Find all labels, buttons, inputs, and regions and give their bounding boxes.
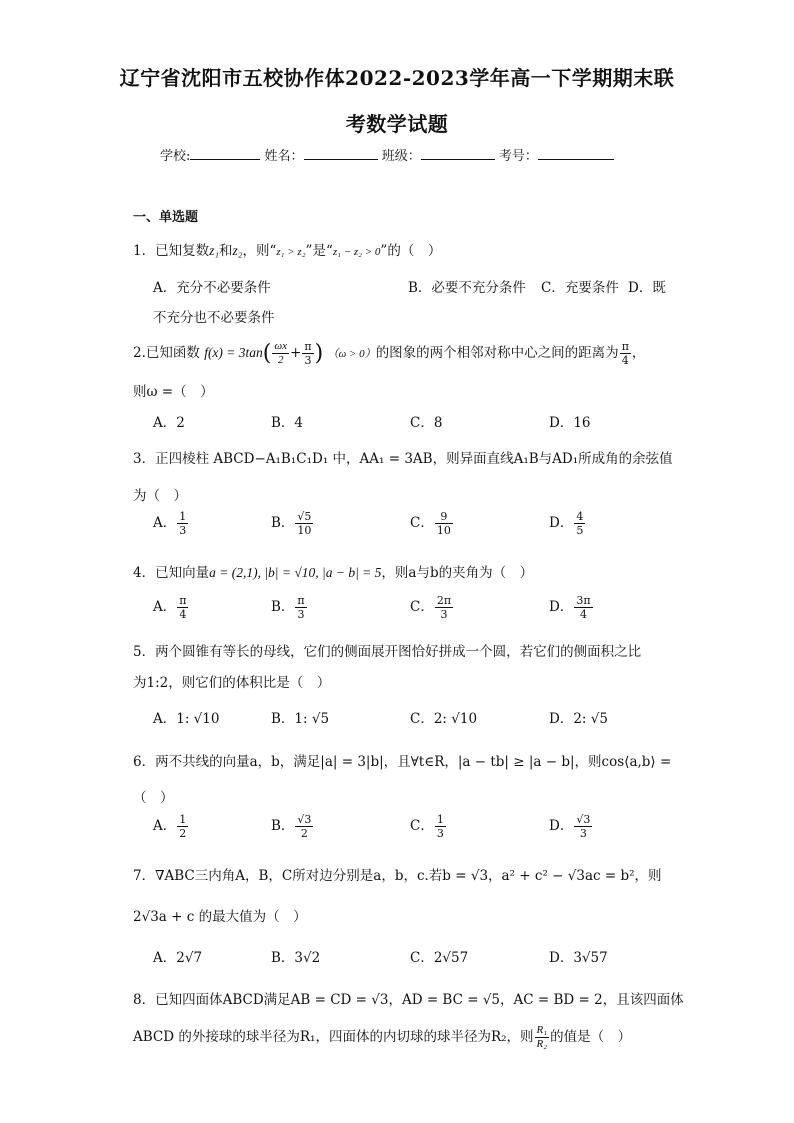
- option-d[interactable]: D．3√57: [549, 950, 608, 966]
- question-3-stem: 3．正四棱柱 ABCD−A₁B₁C₁D₁ 中，AA₁ = 3AB，则异面直线A₁B与AD₁所成角的余弦值: [133, 451, 673, 467]
- question-1-option-d-continued: 不充分也不必要条件: [153, 310, 275, 326]
- option-a[interactable]: A．充分不必要条件: [153, 280, 271, 296]
- option-d[interactable]: D． $\frac{3\pi}{4}$: [549, 594, 591, 621]
- option-d[interactable]: D． $\frac{4}{5}$: [549, 510, 584, 537]
- question-6-options: [153, 813, 693, 847]
- option-d[interactable]: D．既: [628, 280, 666, 296]
- option-c[interactable]: C． $\frac{9}{10}$: [410, 510, 451, 537]
- question-6-stem-cont: （ ）: [133, 790, 174, 806]
- exam-title-line1: 辽宁省沈阳市五校协作体2022-2023学年高一下学期期末联: [119, 66, 675, 90]
- option-c[interactable]: C．充要条件: [541, 280, 619, 296]
- option-b[interactable]: B．3√2: [271, 950, 321, 966]
- name-blank[interactable]: [304, 147, 378, 160]
- exam-number-blank[interactable]: [538, 147, 614, 160]
- section-heading-single-choice: 一、单选题: [133, 210, 199, 225]
- question-3-options: [153, 510, 693, 544]
- option-b[interactable]: B．1: √5: [271, 711, 330, 727]
- question-1-options: [153, 276, 693, 296]
- option-a[interactable]: A．2: [153, 415, 185, 431]
- question-2-stem-cont: 则ω =（ ）: [133, 384, 214, 400]
- option-d[interactable]: D． $\frac{√3}{3}$: [549, 813, 591, 840]
- exam-number-label: 考号：: [498, 149, 538, 164]
- question-6-stem: 6．两不共线的向量a，b，满足|a| = 3|b|，且∀t∈R，|a − tb| ≥ |a − b|，则cos⟨a,b⟩ =: [133, 754, 672, 770]
- question-2-stem: 2.已知函数 f(x) = 3tan( $\frac{\omega x}{2}$ + $\frac{\pi}{3}$ ) （ω > 0）的图象的两个相邻对称中心之间的距离为 $\frac{\pi}{4}$ ，: [133, 340, 646, 367]
- class-label: 班级：: [381, 149, 421, 164]
- option-b[interactable]: B． $\frac{\pi}{3}$: [271, 594, 305, 621]
- option-b[interactable]: B．4: [271, 415, 304, 431]
- option-c[interactable]: C． $\frac{2\pi}{3}$: [410, 594, 452, 621]
- option-c[interactable]: C． $\frac{1}{3}$: [410, 813, 444, 840]
- question-8-stem-cont: ABCD 的外接球的球半径为R₁，四面体的内切球的球半径为R₂，则 $\frac{\text{R₁}}{\text{R₂}}$ 的值是（ ）: [133, 1024, 632, 1050]
- option-c[interactable]: C．8: [410, 415, 443, 431]
- class-blank[interactable]: [421, 147, 495, 160]
- question-3-stem-cont: 为（ ）: [133, 488, 187, 504]
- exam-title-line2: 考数学试题: [345, 112, 449, 136]
- question-7-stem: 7．∇ABC三内角A，B，C所对边分别是a，b，c.若b = √3，a² + c² − √3ac = b²，则: [133, 868, 662, 884]
- question-7-options: [153, 946, 693, 966]
- option-a[interactable]: A．1: √10: [153, 711, 220, 727]
- question-4-options: [153, 594, 693, 628]
- option-a[interactable]: A．2√7: [153, 950, 203, 966]
- option-b[interactable]: B． $\frac{√3}{2}$: [271, 813, 312, 840]
- question-7-stem-cont: 2√3a + c 的最大值为（ ）: [133, 909, 307, 925]
- question-5-stem-cont: 为1:2，则它们的体积比是（ ）: [133, 675, 331, 691]
- question-2-options: [153, 411, 693, 431]
- question-5-options: [153, 707, 693, 727]
- question-1-stem: 1．已知复数z₁和z₂，则“z₁ > z₂”是“z₁ − z₂ > 0”的（ ）: [133, 243, 442, 259]
- option-c[interactable]: C．2: √10: [410, 711, 478, 727]
- option-b[interactable]: B．必要不充分条件: [408, 280, 526, 296]
- option-a[interactable]: A． $\frac{1}{3}$: [153, 510, 187, 537]
- name-label: 姓名：: [264, 149, 304, 164]
- option-a[interactable]: A． $\frac{1}{2}$: [153, 813, 187, 840]
- school-blank[interactable]: [190, 147, 260, 160]
- option-b[interactable]: B． $\frac{√5}{10}$: [271, 510, 312, 537]
- school-label: 学校:: [160, 149, 191, 164]
- option-d[interactable]: D．16: [549, 415, 591, 431]
- option-c[interactable]: C．2√57: [410, 950, 469, 966]
- option-d[interactable]: D．2: √5: [549, 711, 608, 727]
- student-info-row: [160, 145, 614, 164]
- question-5-stem: 5．两个圆锥有等长的母线，它们的侧面展开图恰好拼成一个圆，若它们的侧面积之比: [133, 644, 642, 660]
- option-a[interactable]: A． $\frac{\pi}{4}$: [153, 594, 187, 621]
- question-4-stem: 4．已知向量a = (2,1), |b| = √10, |a − b| = 5，则a与b的夹角为（ ）: [133, 565, 534, 581]
- question-8-stem: 8．已知四面体ABCD满足AB = CD = √3，AD = BC = √5，AC = BD = 2，且该四面体: [133, 992, 684, 1008]
